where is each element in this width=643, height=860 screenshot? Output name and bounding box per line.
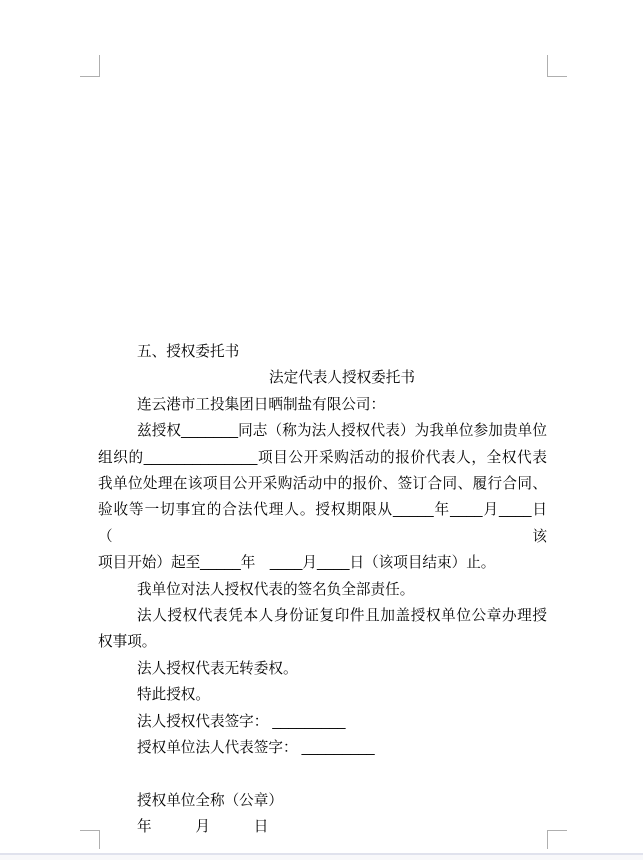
- representative-signature-line: 法人授权代表签字： _________: [137, 713, 346, 730]
- text-boundary-mark-top-left: [80, 55, 100, 77]
- hereby-authorize-line: 特此授权。: [137, 687, 210, 704]
- salutation-line: 连云港市工投集团日晒制盐有限公司：: [137, 396, 386, 413]
- id-card-clause-line: 法人授权代表凭本人身份证复印件且加盖授权单位公章办理授: [137, 608, 547, 625]
- text-boundary-mark-bottom-right: [547, 830, 567, 849]
- legal-rep-signature-line: 授权单位法人代表签字： _________: [137, 740, 375, 757]
- date-line: 年 月 日: [137, 819, 269, 836]
- body-line: 组织的______________项目公开采购活动的报价代表人，全权代表: [98, 449, 547, 466]
- text-boundary-mark-top-right: [547, 55, 567, 77]
- section-heading: 五、授权委托书: [137, 344, 240, 360]
- body-line: 兹授权_______同志（称为法人授权代表）为我单位参加贵单位: [137, 423, 547, 440]
- outside-page-area: [0, 855, 643, 860]
- body-line: 验收等一切事宜的合法代理人。授权期限从_____年____月____日（该: [98, 502, 547, 545]
- text-boundary-mark-bottom-left: [80, 830, 100, 849]
- body-line: 项目开始）起至_____年 ____月____日（该项目结束）止。: [98, 555, 496, 572]
- no-delegation-line: 法人授权代表无转委权。: [137, 660, 298, 677]
- unit-name-seal-line: 授权单位全称（公章）: [137, 792, 283, 809]
- body-line: 我单位处理在该项目公开采购活动中的报价、签订合同、履行合同、: [98, 476, 547, 493]
- responsibility-line: 我单位对法人授权代表的签名负全部责任。: [137, 581, 415, 598]
- document-text-block: [98, 339, 547, 841]
- document-title: 法定代表人授权委托书: [269, 370, 415, 387]
- blank-line: [98, 762, 547, 788]
- id-card-clause-line: 权事项。: [98, 634, 157, 651]
